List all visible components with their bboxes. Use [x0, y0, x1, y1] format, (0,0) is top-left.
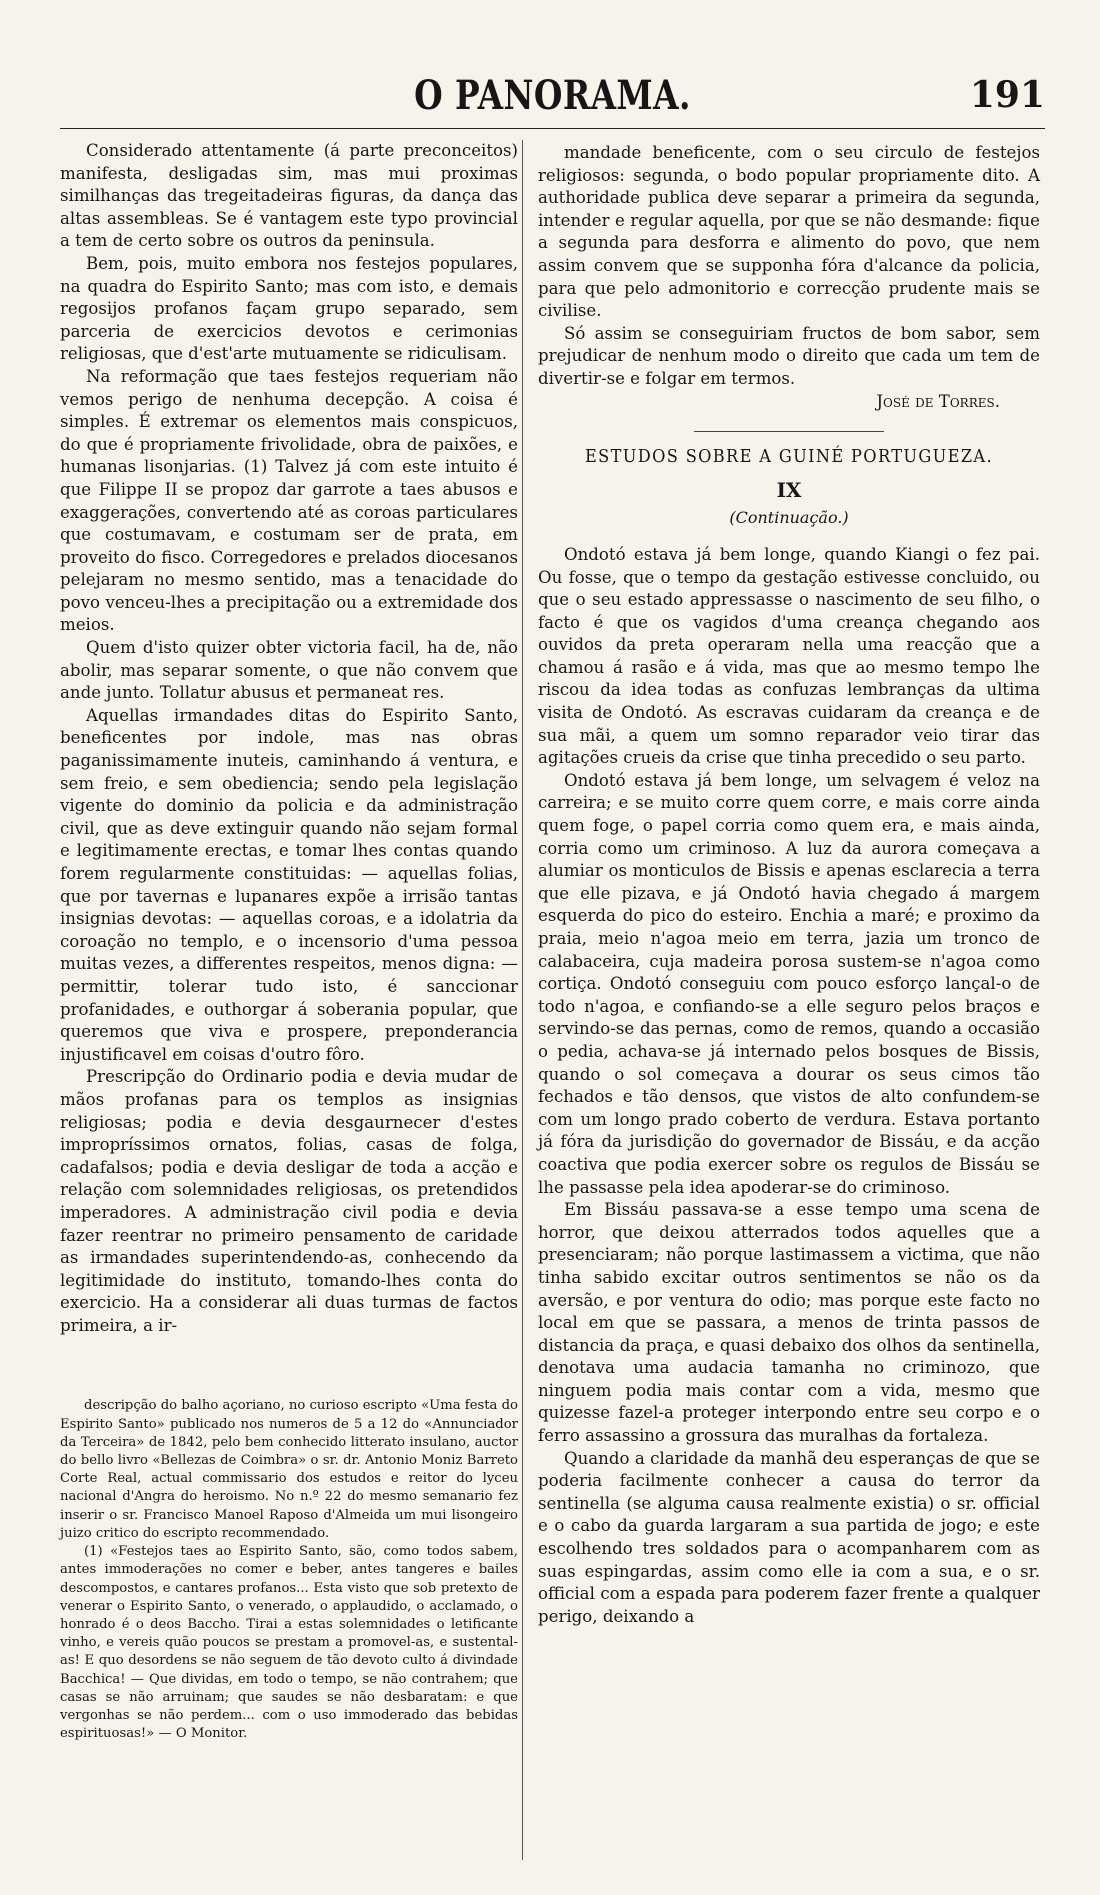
- paragraph: Em Bissáu passava-se a esse tempo uma scena de horror, que deixou atterrados todos aquelles que a presenciaram; não porque lastimassem a victima, que não tinha sabido excitar outros sentimentos se não os da aversão, e por ventura do odio; mas porque este facto no local em que se passara, a menos de trinta passos de distancia da praça, e quasi debaixo dos olhos da sentinella, denotava uma audacia tamanha no criminozo, que ninguem podia mais contar com a vida, mesmo que quizesse fazel-a proteger interpondo entre seu corpo e o ferro assassino a grossura das muralhas da fortaleza.: [538, 1200, 1040, 1446]
- section-subtitle: (Continuação.): [729, 508, 849, 528]
- section-title: ESTUDOS SOBRE A GUINÉ PORTUGUEZA.: [585, 446, 993, 468]
- right-column: [538, 142, 1040, 1628]
- paragraph: Considerado attentamente (á parte preconceitos) manifesta, desligadas sim, mas mui proximas similhanças das tregeitadeiras figuras, da dança das altas assembleas. Se é vantagem este typo provincial a tem de certo sobre os outros da peninsula.: [60, 141, 518, 251]
- section-number: IX: [776, 477, 802, 502]
- page-header: [60, 72, 1045, 124]
- paragraph: Quando a claridade da manhã deu esperanças de que se poderia facilmente conhecer a causa do terror da sentinella (se alguma causa realmente existia) o sr. official e o cabo da guarda largaram a sua partida de jogo; e este escolhendo tres soldados para o acompanharem com as suas espingardas, assim como elle ia com a sua, e o sr. official com a espada para poderem fazer frente a qualquer perigo, deixando a: [538, 1448, 1040, 1626]
- header-rule: [60, 128, 1045, 129]
- paragraph: Quem d'isto quizer obter victoria facil, ha de, não abolir, mas separar somente, o que não convem que ande junto. Tollatur abusus et permaneat res.: [60, 638, 518, 703]
- footnote: descripção do balho açoriano, no curioso escripto «Uma festa do Espirito Santo» publicado nos numeros de 5 a 12 do «Annunciador da Terceira» de 1842, pelo bem conhecido litterato insulano, auctor do bello livro «Bellezas de Coimbra» o sr. dr. Antonio Moniz Barreto Corte Real, actual commissario dos estudos e reitor do lyceu nacional d'Angra do heroismo. No n.º 22 do mesmo semanario fez inserir o sr. Francisco Manoel Raposo d'Almeida um mui lisongeiro juizo critico do escripto recommendado.: [60, 1398, 518, 1541]
- paragraph: Aquellas irmandades ditas do Espirito Santo, beneficentes por indole, mas nas obras paganissimamente inuteis, caminhando á ventura, e sem freio, e sem obediencia; sendo pela legislação vigente do dominio da policia e da administração civil, que as deve extinguir quando não sejam formal e legitimamente erectas, e tomar lhes contas quando forem regularmente constituidas: — aquellas folias, que por tavernas e lupanares expõe a irrisão tantas insignias devotas: — aquellas coroas, e a idolatria da coroação no templo, e o incensorio d'uma pessoa muitas vezes, a differentes respeitos, menos digna: — permittir, tolerar tudo isto, é sanccionar profanidades, e outhorgar á soberania popular, que queremos que viva e prospere, preponderancia injustificavel em coisas d'outro fôro.: [60, 705, 518, 1064]
- paragraph: Prescripção do Ordinario podia e devia mudar de mãos profanas para os templos as insignias religiosas; podia e devia desgaurnecer d'estes impropríssimos ornatos, folias, casas de folga, cadafalsos; podia e devia desligar de toda a acção e relação com solemnidades religiosas, os pretendidos imperadores. A administração civil podia e devia fazer reentrar no primeiro pensamento de caridade as irmandades superintendendo-as, conhecendo da legitimidade do instituto, tomando-lhes conta do exercicio. Ha a considerar ali duas turmas de factos primeira, a ir-: [60, 1067, 518, 1335]
- footnotes: [60, 1397, 518, 1743]
- paragraph: Ondotó estava já bem longe, um selvagem é veloz na carreira; e se muito corre quem corre, e mais corre ainda quem foge, o papel corria como quem era, e mais ainda, corria como um criminoso. A luz da aurora começava a alumiar os monticulos de Bissis e apenas esclarecia a terra que elle pizava, e já Ondotó havia chegado á margem esquerda do pico do esteiro. Enchia a maré; e proximo da praia, meio n'agoa meio em terra, jazia um tronco de calabaceira, cuja madeira porosa sustem-se n'agoa como cortiça. Ondotó conseguiu com pouco esforço lançal-o de todo n'agoa, e confiando-se a elle seguro pelos braços e servindo-se das pernas, como de remos, quando a occasião o pedia, achava-se já internado pelos bosques de Bissis, quando o sol começava a dourar os seus cimos tão fechados e tão densos, que vistos de alto confundem-se com um longo prado coberto de verdura. Estava portanto já fóra da jurisdição do governador de Bissáu, e da acção coactiva que podia exercer sobre os regulos de Bissáu se lhe passasse pela idea apoderar-se do criminoso.: [538, 770, 1040, 1197]
- column-divider: [522, 140, 523, 1860]
- footnote: (1) «Festejos taes ao Espirito Santo, são, como todos sabem, antes immoderações no comer e beber, antes tangeres e bailes descompostos, e cantares profanos... Esta visto que sob pretexto de venerar o Espirito Santo, o venerado, o applaudido, o acclamado, o honrado é o deos Baccho. Tirai a estas solemnidades o letificante vinho, e vereis quão poucos se prestam a promovel-as, e sustental-as! E quo desordens se não seguem de tão devoto culto á divindade Bacchica! — Que dividas, em todo o tempo, se não contrahem; que casas se não arruinam; que saudes se não desbaratam: e que vergonhas se não perdem... com o uso immoderado das bebidas espirituosas!» — O Monitor.: [60, 1544, 518, 1742]
- paragraph: Na reformação que taes festejos requeriam não vemos perigo de nenhuma decepção. A coisa é simples. É extremar os elementos mais conspicuos, do que é propriamente frivolidade, obra de paixões, e humanas lisonjarias. (1) Talvez já com este intuito é que Filippe II se propoz dar garrote a taes abusos e exaggerações, convertendo até as coroas particulares que costumavam, e costumam ser de prata, em proveito do fisco. Corregedores e prelados diocesanos pelejaram no mesmo sentido, mas a tenacidade do povo venceu-lhes a precipitação ou a extremidade dos meios.: [60, 366, 518, 635]
- journal-title: O PANORAMA.: [414, 72, 691, 119]
- section-rule: [694, 431, 884, 432]
- left-column: [60, 140, 518, 1743]
- paragraph: mandade beneficente, com o seu circulo de festejos religiosos: segunda, o bodo popular propriamente dito. A authoridade publica deve separar a primeira da segunda, intender e regular aquella, por que se não desmande: fique a segunda para desforra e alimento do povo, que nem assim convem que se supponha fóra d'alcance da policia, para que pelo admonitorio e correcção prudente mais se civilise.: [538, 143, 1040, 321]
- page-number: 191: [969, 74, 1045, 116]
- paragraph: Ondotó estava já bem longe, quando Kiangi o fez pai. Ou fosse, que o tempo da gestação estivesse concluido, ou que o seu estado appressasse o nascimento de seu filho, o facto é que os vagidos d'uma creança chegando aos ouvidos da preta operaram nella uma reacção que a chamou á rasão e á vida, mas que ao mesmo tempo lhe riscou da idea todas as confuzas lembranças da ultima visita de Ondotó. As escravas cuidaram da creança e de sua mãi, a quem um somno reparador veio tirar das agitações crueis da crise que tinha precedido o seu parto.: [538, 544, 1040, 768]
- paragraph: Bem, pois, muito embora nos festejos populares, na quadra do Espirito Santo; mas com isto, e demais regosijos profanos façam grupo separado, sem parceria de exercicios devotos e cerimonias religiosas, que d'est'arte mutuamente se ridiculisam.: [60, 253, 518, 364]
- paragraph: Só assim se conseguiriam fructos de bom sabor, sem prejudicar de nenhum modo o direito que cada um tem de divertir-se e folgar em termos.: [538, 323, 1040, 388]
- author-signature: José de Torres.: [876, 391, 1000, 411]
